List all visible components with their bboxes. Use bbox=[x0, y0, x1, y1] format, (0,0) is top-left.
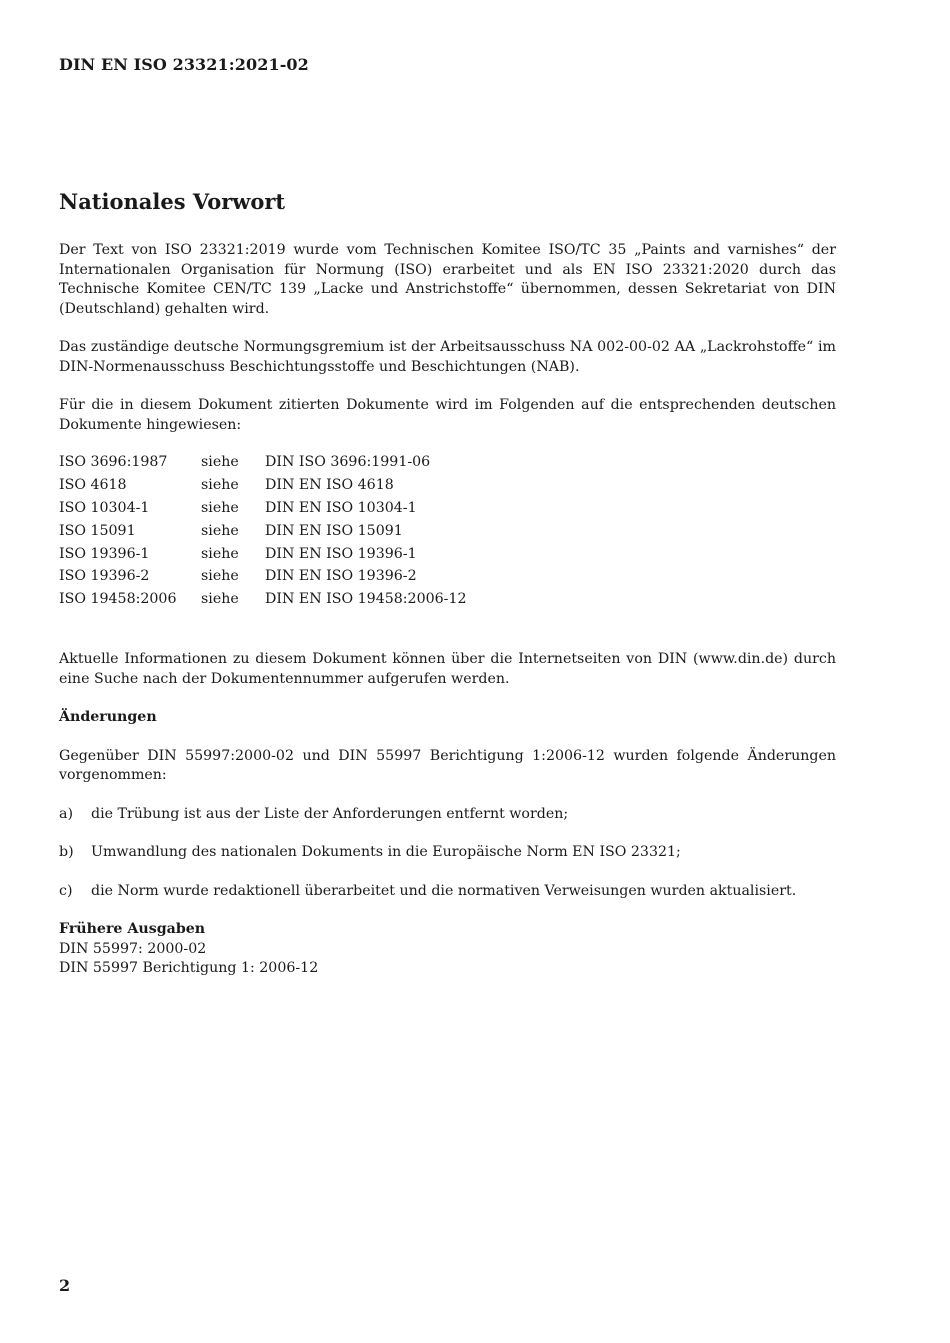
reference-siehe: siehe bbox=[201, 454, 239, 470]
reference-din: DIN EN ISO 15091 bbox=[265, 522, 403, 539]
changes-heading: Änderungen bbox=[59, 709, 157, 726]
reference-iso: ISO 19396-1 bbox=[59, 545, 150, 562]
reference-row bbox=[59, 477, 467, 500]
previous-edition-line: DIN 55997: 2000-02 bbox=[59, 940, 207, 957]
foreword-paragraph-1: Der Text von ISO 23321:2019 wurde vom Technischen Komitee ISO/TC 35 „Paints and varnishes“ der Internationalen Organisation für Normung (ISO) erarbeitet und als EN ISO 23321:2020 durch das Technische Komitee CEN/TC 139 „Lacke und Anstrichstoffe“ übernommen, dessen Sekretariat von DIN (Deutschland) gehalten wird. bbox=[59, 242, 836, 317]
list-marker: a) bbox=[59, 805, 73, 822]
list-text: die Norm wurde redaktionell überarbeitet und die normativen Verweisungen wurden aktualisiert. bbox=[91, 882, 797, 899]
section-title: Nationales Vorwort bbox=[59, 189, 286, 214]
reference-din: DIN ISO 3696:1991-06 bbox=[265, 454, 431, 470]
list-item bbox=[59, 843, 836, 863]
reference-row bbox=[59, 454, 467, 477]
reference-siehe: siehe bbox=[201, 591, 239, 608]
document-id-header: DIN EN ISO 23321:2021-02 bbox=[59, 55, 309, 74]
reference-iso: ISO 3696:1987 bbox=[59, 454, 168, 470]
previous-edition-line: DIN 55997 Berichtigung 1: 2006-12 bbox=[59, 960, 319, 977]
changes-intro: Gegenüber DIN 55997:2000-02 und DIN 55997 Berichtigung 1:2006-12 wurden folgende Änderungen vorgenommen: bbox=[59, 747, 836, 784]
reference-din: DIN EN ISO 10304-1 bbox=[265, 499, 417, 516]
reference-siehe: siehe bbox=[201, 499, 239, 516]
reference-din: DIN EN ISO 19458:2006-12 bbox=[265, 591, 467, 608]
reference-din: DIN EN ISO 4618 bbox=[265, 476, 394, 493]
page-number: 2 bbox=[59, 1276, 71, 1295]
foreword-paragraph-3: Für die in diesem Dokument zitierten Dokumente wird im Folgenden auf die entsprechenden deutschen Dokumente hingewiesen: bbox=[59, 397, 836, 433]
previous-editions-heading: Frühere Ausgaben bbox=[59, 921, 206, 938]
list-text: Umwandlung des nationalen Dokuments in die Europäische Norm EN ISO 23321; bbox=[91, 844, 681, 861]
list-text: die Trübung ist aus der Liste der Anforderungen entfernt worden; bbox=[91, 805, 569, 822]
reference-row bbox=[59, 568, 467, 591]
page-content bbox=[59, 188, 836, 979]
reference-siehe: siehe bbox=[201, 568, 239, 585]
reference-iso: ISO 4618 bbox=[59, 476, 127, 493]
reference-siehe: siehe bbox=[201, 545, 239, 562]
reference-row bbox=[59, 546, 467, 569]
reference-row bbox=[59, 523, 467, 546]
reference-siehe: siehe bbox=[201, 522, 239, 539]
reference-row bbox=[59, 591, 467, 614]
reference-table bbox=[59, 454, 467, 614]
reference-din: DIN EN ISO 19396-2 bbox=[265, 568, 417, 585]
info-paragraph: Aktuelle Informationen zu diesem Dokument können über die Internetseiten von DIN (www.din.de) durch eine Suche nach der Dokumentennummer aufgerufen werden. bbox=[59, 651, 836, 687]
list-item bbox=[59, 882, 836, 902]
reference-iso: ISO 15091 bbox=[59, 522, 136, 539]
list-item bbox=[59, 805, 836, 825]
reference-row bbox=[59, 500, 467, 523]
reference-iso: ISO 19458:2006 bbox=[59, 591, 177, 608]
reference-din: DIN EN ISO 19396-1 bbox=[265, 545, 417, 562]
reference-iso: ISO 10304-1 bbox=[59, 499, 150, 516]
list-marker: b) bbox=[59, 844, 74, 861]
list-marker: c) bbox=[59, 882, 73, 899]
reference-iso: ISO 19396-2 bbox=[59, 568, 150, 585]
reference-siehe: siehe bbox=[201, 476, 239, 493]
foreword-paragraph-2: Das zuständige deutsche Normungsgremium ist der Arbeitsausschuss NA 002-00-02 AA „Lackrohstoffe“ im DIN-Normenausschuss Beschichtungsstoffe und Beschichtungen (NAB). bbox=[59, 339, 836, 375]
